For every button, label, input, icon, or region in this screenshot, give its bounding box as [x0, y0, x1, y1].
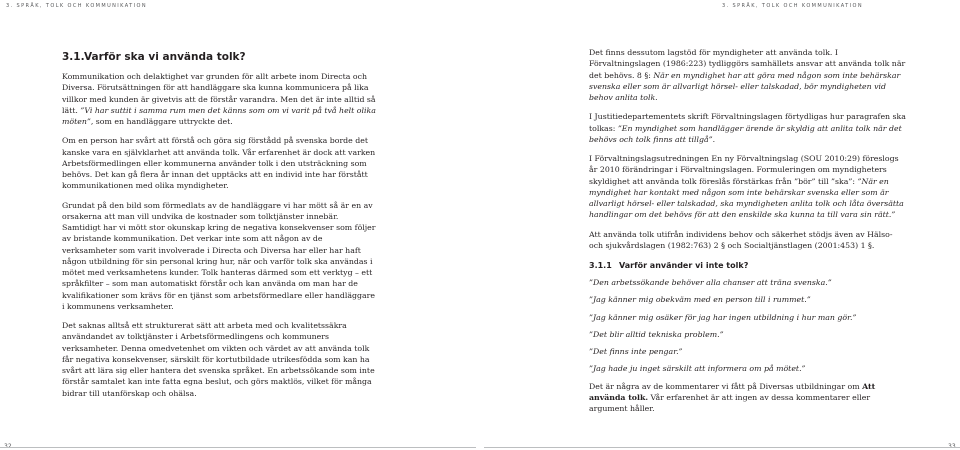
paragraph-intro — [62, 71, 377, 127]
quote-item: ”Det blir alltid tekniska problem.” — [589, 329, 724, 339]
course-title: Att använda tolk. — [589, 381, 876, 402]
subsection-title: Varför använder vi inte tolk? — [619, 261, 749, 270]
footer-divider-left — [0, 447, 476, 448]
subsection-heading — [589, 260, 906, 271]
section-number: 3.1. — [62, 51, 85, 63]
paragraph-legal-support — [589, 47, 906, 103]
paragraph-costs: Grundat på den bild som förmedlats av de handläggare vi har mött så är en av orsakerna att man vill undvika de kostnader som tolktjänster innebär. Samtidigt har vi mött stor okunskap kring de negativa konsekvenser som följer av bristande kommunikation. Det verkar inte som att någon av de verksamheter som varit involverade i Directa och Diversa har eller har haft någon utbildning för sin personal kring hur, när och varför tolk ska användas i mötet med verksamhetens kunder. Tolk hanteras därmed som ett verktyg – ett språkfilter – som man automatiskt förstår och kan använda om man har de kvalifikationer som krävs för en tjänst som arbetsförmedlare eller handläggare i kommunens verksamheter. — [62, 200, 376, 311]
paragraph-conclusion — [589, 381, 906, 415]
justice-department-text: I Justitiedepartementets skrift Förvaltningslagen förtydligas hur paragrafen ska tolkas: — [589, 112, 906, 133]
conclusion-tail: Vår erfarenhet är att ingen av dessa kommentarer eller argument håller. — [589, 392, 871, 413]
sou-text: I Förvaltningslagsutredningen En ny Förvaltningslag (SOU 2010:29) föreslogs år 2010 förändringar i Förvaltningslagen. Formuleringen om myndigheters skyldighet att använda tolk föreslås förstärkas från ”bör” till ”ska”: — [589, 154, 899, 186]
inline-quote: ”Vi har suttit i samma rum men det känns som om vi varit på två helt olika möten” — [62, 105, 376, 126]
conclusion-text: Det är några av de kommentarer vi fått på Diversas utbildningar om — [589, 381, 863, 391]
paragraph-justice-department — [589, 111, 906, 145]
justice-department-quote: ”En myndighet som handlägger ärende är skyldig att anlita tolk när det behövs och tolk finns att tillgå”. — [589, 123, 902, 144]
paragraph-health-law: Att använda tolk utifrån individens behov och säkerhet stödjs även av Hälso- och sjukvårdslagen (1982:763) 2 § och Socialtjänstlagen (2001:453) 1 §. — [589, 229, 893, 250]
left-page-column — [62, 51, 377, 399]
section-title: Varför ska vi använda tolk? — [84, 51, 246, 63]
legal-support-quote: När en myndighet har att göra med någon som inte behärskar svenska eller som är allvarligt hörsel- eller talskadad, bör myndigheten vid behov anlita tolk. — [589, 70, 901, 102]
quote-item: ”Jag hade ju inget särskilt att informera om på mötet.” — [589, 364, 806, 374]
subsection-number: 3.1.1 — [589, 261, 612, 270]
running-header-right: 3. SPRÅK, TOLK OCH KOMMUNIKATION — [722, 3, 863, 9]
quote-item: ”Jag känner mig osäker för jag har ingen utbildning i hur man gör.” — [589, 312, 857, 322]
quote-item: ”Jag känner mig obekväm med en person till i rummet.” — [589, 295, 811, 305]
paragraph-intro-tail: , som en handläggare uttryckte det. — [90, 117, 233, 126]
footer-divider-right — [484, 447, 960, 448]
running-header-left: 3. SPRÅK, TOLK OCH KOMMUNIKATION — [6, 3, 147, 9]
right-page-column — [589, 47, 906, 414]
legal-support-text: Det finns dessutom lagstöd för myndigheter att använda tolk. I Förvaltningslagen (1986:223) tydliggörs samhällets ansvar att använda tolk när det behövs. 8 §: — [589, 48, 906, 80]
sou-quote: ”När en myndighet har kontakt med någon som inte behärskar svenska eller som är allvarligt hörsel- eller talskadad, ska myndigheten anlita tolk och låta översätta handlingar om det behövs för att den enskilde ska kunna ta till vara sin rätt.” — [589, 176, 904, 220]
quote-item: ”Det finns inte pengar.” — [589, 347, 683, 356]
paragraph-sou — [589, 153, 906, 221]
paragraph-intro-text: Kommunikation och delaktighet var grunden för allt arbete inom Directa och Diversa. Förutsättningen för att handläggare ska kunna kommunicera på lika villkor med kunden är givetvis att de förstår varandra. Men det är inte alltid så lätt. — [62, 72, 376, 115]
quote-item: ”Den arbetssökande behöver alla chanser att träna svenska.” — [589, 278, 832, 287]
section-heading — [62, 51, 377, 63]
paragraph-structure: Det saknas alltså ett strukturerat sätt att arbeta med och kvalitetssäkra användandet av tolktjänster i Arbetsförmedlingens och kommuners verksamheter. Denna omedvetenhet om vikten och värdet av att använda tolk får negativa konsekvenser, särskilt för kortutbildade utrikesfödda som kan ha svårt att lära sig eller hantera det svenska språket. En arbetssökande som inte förstår samtalet kan inte fatta egna beslut, och görs maktlös, vilket för många bidrar till utanförskap och ohälsa. — [62, 321, 375, 398]
paragraph-interpreter-usage: Om en person har svårt att förstå och göra sig förstådd på svenska borde det kanske vara en självklarhet att använda tolk. Vår erfarenhet är dock att varken Arbetsförmedlingen eller kommunerna använder tolk i den utsträckning som behövs. Det kan gå flera år innan det upptäcks att en individ inte har förstått kommunikationen med olika myndigheter. — [62, 136, 376, 191]
